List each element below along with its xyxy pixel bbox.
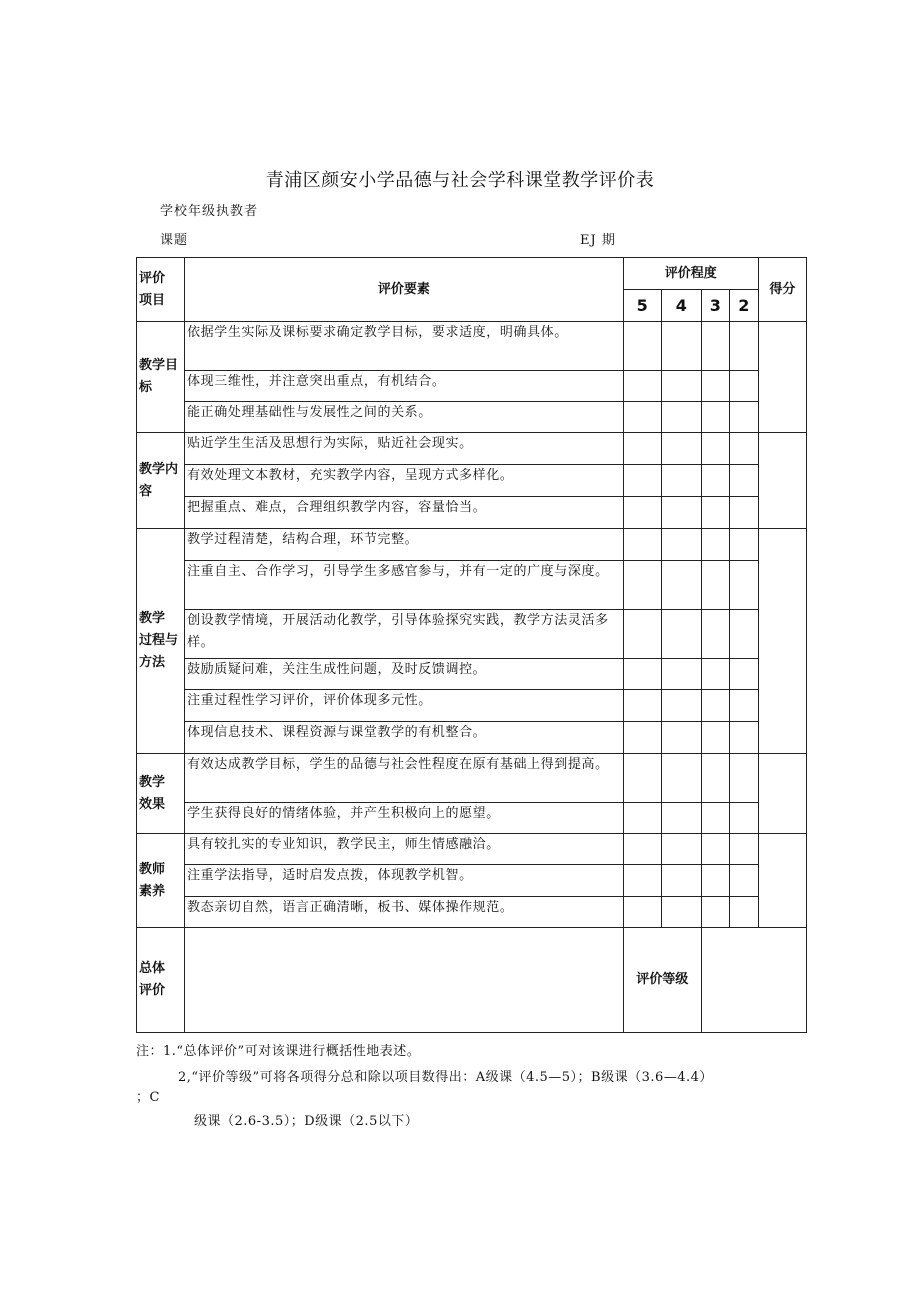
requirement-text: 教学过程清楚，结构合理，环节完整。 — [185, 529, 624, 561]
table-row — [137, 529, 807, 561]
requirement-text: 体现信息技术、课程资源与课堂教学的有机整合。 — [185, 722, 624, 754]
header-category: 评价 项目 — [137, 258, 185, 322]
score-cell-5[interactable] — [623, 754, 661, 803]
score-cell-4[interactable] — [661, 865, 701, 897]
requirement-text: 有效处理文本教材，充实教学内容，呈现方式多样化。 — [185, 465, 624, 497]
score-cell-4[interactable] — [661, 690, 701, 722]
table-row — [137, 610, 807, 659]
requirement-text: 能正确处理基础性与发展性之间的关系。 — [185, 402, 624, 433]
requirement-text: 注重学法指导，适时启发点拨，体现教学机智。 — [185, 865, 624, 897]
score-cell-2[interactable] — [729, 690, 758, 722]
note-1: 注：1.“总体评价”可对该课进行概括性地表述。 — [136, 1044, 421, 1059]
table-row — [137, 865, 807, 897]
score-cell-2[interactable] — [729, 610, 758, 659]
requirement-text: 创设教学情境，开展活动化教学，引导体验探究实践，教学方法灵活多样。 — [185, 610, 624, 659]
score-cell-2[interactable] — [729, 803, 758, 834]
score-cell-4[interactable] — [661, 433, 701, 465]
score-cell-3[interactable] — [701, 610, 729, 659]
score-cell-5[interactable] — [623, 402, 661, 433]
level-4: 4 — [661, 290, 701, 322]
score-cell-3[interactable] — [701, 834, 729, 865]
score-cell-3[interactable] — [701, 433, 729, 465]
score-cell-2[interactable] — [729, 659, 758, 690]
score-cell-4[interactable] — [661, 610, 701, 659]
table-row — [137, 465, 807, 497]
table-row — [137, 754, 807, 803]
score-cell-3[interactable] — [701, 465, 729, 497]
score-cell-2[interactable] — [729, 722, 758, 754]
score-cell-5[interactable] — [623, 465, 661, 497]
score-cell-2[interactable] — [729, 322, 758, 371]
score-cell-3[interactable] — [701, 529, 729, 561]
score-cell-5[interactable] — [623, 433, 661, 465]
header-degree: 评价程度 — [623, 258, 758, 290]
category-effect: 教学 效果 — [137, 754, 185, 834]
grade-value-cell[interactable] — [701, 928, 806, 1033]
score-cell-5[interactable] — [623, 322, 661, 371]
score-cell-4[interactable] — [661, 803, 701, 834]
score-cell-3[interactable] — [701, 897, 729, 928]
requirement-text: 把握重点、难点，合理组织教学内容，容量恰当。 — [185, 497, 624, 529]
section-score-cell[interactable] — [758, 322, 806, 433]
table-row — [137, 834, 807, 865]
section-score-cell[interactable] — [758, 834, 806, 928]
score-cell-4[interactable] — [661, 897, 701, 928]
table-row — [137, 897, 807, 928]
score-cell-2[interactable] — [729, 402, 758, 433]
score-cell-2[interactable] — [729, 371, 758, 402]
requirement-text: 有效达成教学目标，学生的品德与社会性程度在原有基础上得到提高。 — [185, 754, 624, 803]
table-row — [137, 497, 807, 529]
score-cell-5[interactable] — [623, 371, 661, 402]
score-cell-3[interactable] — [701, 322, 729, 371]
score-cell-3[interactable] — [701, 754, 729, 803]
score-cell-4[interactable] — [661, 561, 701, 610]
section-score-cell[interactable] — [758, 529, 806, 754]
score-cell-4[interactable] — [661, 497, 701, 529]
score-cell-2[interactable] — [729, 897, 758, 928]
category-goal: 教学目 标 — [137, 322, 185, 433]
score-cell-5[interactable] — [623, 497, 661, 529]
score-cell-5[interactable] — [623, 690, 661, 722]
requirement-text: 鼓励质疑问难，关注生成性问题，及时反馈调控。 — [185, 659, 624, 690]
category-content: 教学内 容 — [137, 433, 185, 529]
table-row — [137, 690, 807, 722]
table-row — [137, 322, 807, 371]
score-cell-5[interactable] — [623, 834, 661, 865]
score-cell-2[interactable] — [729, 433, 758, 465]
table-row — [137, 371, 807, 402]
score-cell-3[interactable] — [701, 803, 729, 834]
section-score-cell[interactable] — [758, 433, 806, 529]
score-cell-5[interactable] — [623, 529, 661, 561]
date-label: EJ 期 — [580, 233, 616, 248]
score-cell-4[interactable] — [661, 371, 701, 402]
page-title: 青浦区颜安小学品德与社会学科课堂教学评价表 — [265, 170, 655, 191]
score-cell-5[interactable] — [623, 561, 661, 610]
score-cell-3[interactable] — [701, 722, 729, 754]
requirement-text: 贴近学生生活及思想行为实际，贴近社会现实。 — [185, 433, 624, 465]
header-score: 得分 — [758, 258, 806, 322]
lesson-topic-label: 课题 — [160, 233, 189, 248]
score-cell-4[interactable] — [661, 754, 701, 803]
score-cell-4[interactable] — [661, 402, 701, 433]
note-2-wrap: 级课（2.6-3.5）；D级课（2.5以下） — [194, 1114, 419, 1129]
score-cell-5[interactable] — [623, 659, 661, 690]
category-process: 教学 过程与 方法 — [137, 529, 185, 754]
score-cell-4[interactable] — [661, 322, 701, 371]
requirement-text: 具有较扎实的专业知识，教学民主，师生情感融洽。 — [185, 834, 624, 865]
score-cell-5[interactable] — [623, 803, 661, 834]
level-5: 5 — [623, 290, 661, 322]
table-row — [137, 659, 807, 690]
score-cell-2[interactable] — [729, 465, 758, 497]
requirement-text: 注重过程性学习评价，评价体现多元性。 — [185, 690, 624, 722]
section-score-cell[interactable] — [758, 754, 806, 834]
requirement-text: 教态亲切自然，语言正确清晰，板书、媒体操作规范。 — [185, 897, 624, 928]
score-cell-5[interactable] — [623, 610, 661, 659]
score-cell-2[interactable] — [729, 754, 758, 803]
grade-label: 评价等级 — [623, 928, 701, 1033]
header-requirements: 评价要素 — [185, 258, 624, 322]
table-row — [137, 433, 807, 465]
score-cell-5[interactable] — [623, 722, 661, 754]
score-cell-3[interactable] — [701, 561, 729, 610]
score-cell-3[interactable] — [701, 371, 729, 402]
overall-comment-cell[interactable] — [185, 928, 624, 1033]
score-cell-4[interactable] — [661, 529, 701, 561]
score-cell-4[interactable] — [661, 722, 701, 754]
level-3: 3 — [701, 290, 729, 322]
score-cell-2[interactable] — [729, 834, 758, 865]
score-cell-4[interactable] — [661, 834, 701, 865]
category-overall: 总体 评价 — [137, 928, 185, 1033]
school-grade-teacher-label: 学校年级执教者 — [160, 204, 259, 219]
table-row — [137, 402, 807, 433]
evaluation-table-body — [137, 258, 807, 1033]
overall-row — [137, 928, 807, 1033]
requirement-text: 注重自主、合作学习，引导学生多感官参与，并有一定的广度与深度。 — [185, 561, 624, 610]
score-cell-2[interactable] — [729, 865, 758, 897]
table-row — [137, 803, 807, 834]
score-cell-3[interactable] — [701, 690, 729, 722]
score-cell-3[interactable] — [701, 497, 729, 529]
requirement-text: 学生获得良好的情绪体验，并产生积极向上的愿望。 — [185, 803, 624, 834]
level-2: 2 — [729, 290, 758, 322]
score-cell-3[interactable] — [701, 865, 729, 897]
category-teacher: 教师 素养 — [137, 834, 185, 928]
score-cell-3[interactable] — [701, 659, 729, 690]
note-2-continued: ；C — [136, 1090, 160, 1105]
requirement-text: 依据学生实际及课标要求确定教学目标，要求适度，明确具体。 — [185, 322, 624, 371]
score-cell-4[interactable] — [661, 465, 701, 497]
score-cell-2[interactable] — [729, 497, 758, 529]
evaluation-table — [136, 257, 807, 1033]
score-cell-5[interactable] — [623, 897, 661, 928]
table-row — [137, 722, 807, 754]
score-cell-5[interactable] — [623, 865, 661, 897]
score-cell-4[interactable] — [661, 659, 701, 690]
score-cell-2[interactable] — [729, 529, 758, 561]
table-row — [137, 561, 807, 610]
requirement-text: 体现三维性，并注意突出重点，有机结合。 — [185, 371, 624, 402]
score-cell-3[interactable] — [701, 402, 729, 433]
score-cell-2[interactable] — [729, 561, 758, 610]
note-2: 2,“评价等级”可将各项得分总和除以项目数得出：A级课（4.5—5）；B级课（3.6—4.4） — [178, 1070, 713, 1085]
